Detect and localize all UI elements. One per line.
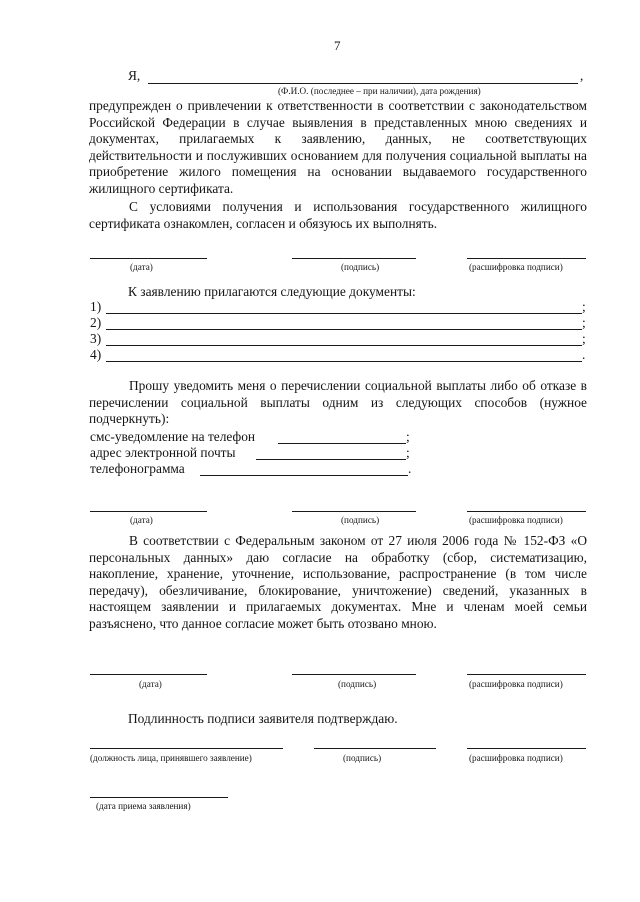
option-end: ; bbox=[406, 445, 410, 460]
document-item-end: ; bbox=[582, 315, 586, 330]
option-end: ; bbox=[406, 429, 410, 444]
document-item-number: 2) bbox=[90, 315, 102, 330]
document-item-field[interactable] bbox=[106, 329, 582, 330]
official-decoding-caption: (расшифровка подписи) bbox=[469, 753, 563, 763]
decoding-caption: (расшифровка подписи) bbox=[469, 262, 563, 272]
option-end: . bbox=[408, 461, 412, 476]
document-item-field[interactable] bbox=[106, 345, 582, 346]
authenticity-text: Подлинность подписи заявителя подтверждаю. bbox=[128, 711, 398, 726]
signature-caption: (подпись) bbox=[341, 515, 380, 525]
date-caption: (дата) bbox=[130, 515, 153, 525]
date-caption: (дата) bbox=[139, 679, 162, 689]
date-field[interactable] bbox=[90, 511, 207, 512]
official-signature-field[interactable] bbox=[314, 748, 436, 749]
fio-caption: (Ф.И.О. (последнее – при наличии), дата рождения) bbox=[278, 86, 481, 96]
email-field[interactable] bbox=[256, 459, 406, 460]
notification-paragraph: Прошу уведомить меня о перечислении социальной выплаты либо об отказе в перечислении социальной выплаты одним из следующих способов (нужное подчеркнуть): bbox=[89, 378, 587, 427]
declarant-suffix: , bbox=[580, 68, 584, 83]
document-item-number: 4) bbox=[90, 347, 102, 362]
position-caption: (должность лица, принявшего заявление) bbox=[90, 753, 252, 763]
document-item-field[interactable] bbox=[106, 361, 582, 362]
conditions-paragraph: С условиями получения и использования государственного жилищного сертификата ознакомлен, согласен и обязуюсь их выполнять. bbox=[89, 199, 587, 231]
option-email-label[interactable]: адрес электронной почты bbox=[90, 445, 236, 460]
receipt-date-caption: (дата приема заявления) bbox=[96, 801, 191, 811]
signature-field[interactable] bbox=[292, 258, 416, 259]
position-field[interactable] bbox=[90, 748, 283, 749]
signature-caption: (подпись) bbox=[341, 262, 380, 272]
date-caption: (дата) bbox=[130, 262, 153, 272]
decoding-field[interactable] bbox=[467, 258, 586, 259]
page-number: 7 bbox=[334, 38, 341, 53]
phonogram-field[interactable] bbox=[200, 475, 408, 476]
signature-field[interactable] bbox=[292, 674, 416, 675]
decoding-caption: (расшифровка подписи) bbox=[469, 679, 563, 689]
document-item-number: 1) bbox=[90, 299, 102, 314]
phone-field[interactable] bbox=[278, 443, 406, 444]
signature-caption: (подпись) bbox=[338, 679, 377, 689]
document-item-end: ; bbox=[582, 331, 586, 346]
receipt-date-field[interactable] bbox=[90, 797, 228, 798]
document-item-end: . bbox=[582, 347, 586, 362]
document-item-number: 3) bbox=[90, 331, 102, 346]
official-decoding-field[interactable] bbox=[467, 748, 586, 749]
date-field[interactable] bbox=[90, 674, 207, 675]
official-signature-caption: (подпись) bbox=[343, 753, 382, 763]
decoding-caption: (расшифровка подписи) bbox=[469, 515, 563, 525]
document-item-end: ; bbox=[582, 299, 586, 314]
option-sms-label[interactable]: смс-уведомление на телефон bbox=[90, 429, 256, 444]
document-item-field[interactable] bbox=[106, 313, 582, 314]
option-phonogram-label[interactable]: телефонограмма bbox=[90, 461, 185, 476]
signature-field[interactable] bbox=[292, 511, 416, 512]
consent-paragraph: В соответствии с Федеральным законом от 27 июля 2006 года № 152-ФЗ «О персональных данных» даю согласие на обработку (сбор, систематизацию, накопление, хранение, уточнение, использование, распространение (в том числе передачу), обезличивание, блокирование, уничтожение) сведений, указанных в настоящем заявлении и прилагаемых документах. Мне и членам моей семьи разъяснено, что данное согласие может быть отозвано мною. bbox=[89, 533, 587, 631]
fio-field[interactable] bbox=[148, 83, 578, 84]
documents-heading: К заявлению прилагаются следующие документы: bbox=[128, 284, 416, 299]
date-field[interactable] bbox=[90, 258, 207, 259]
warning-paragraph: предупрежден о привлечении к ответственности в соответствии с законодательством Российской Федерации в случае выявления в представленных мною сведениях и документах, прилагаемых к заявлению, данных, не соответствующих действительности и послуживших основанием для получения социальной выплаты на приобретение жилого помещения на основании выдаваемого государственного жилищного сертификата. bbox=[89, 98, 587, 196]
declarant-prefix: Я, bbox=[128, 68, 141, 83]
decoding-field[interactable] bbox=[467, 511, 586, 512]
decoding-field[interactable] bbox=[467, 674, 586, 675]
